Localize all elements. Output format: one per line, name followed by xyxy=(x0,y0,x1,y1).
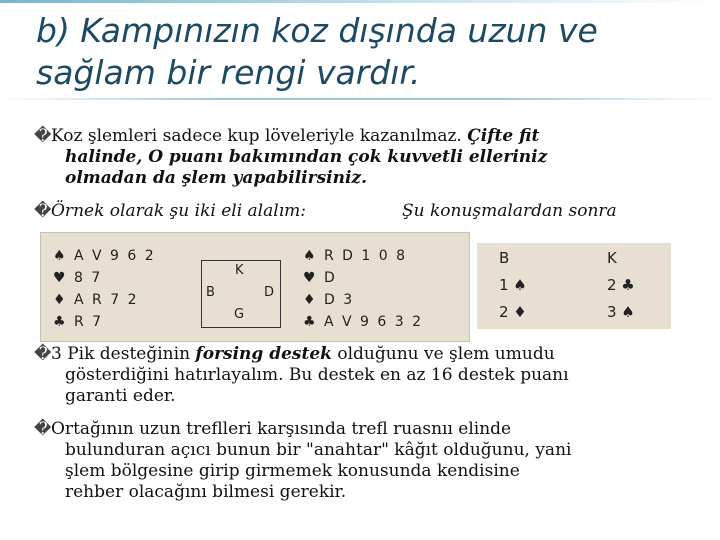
bidding-table-figure xyxy=(477,243,671,329)
p2-left-text: Örnek olarak şu iki eli alalım: xyxy=(51,201,306,221)
east-hearts: ♥ D xyxy=(303,270,337,286)
bid-cell: 2 ♣ xyxy=(607,276,635,294)
p1-line3: olmadan da şlem yapabilirsiniz. xyxy=(65,168,367,188)
bidding-row xyxy=(477,303,671,327)
west-hand xyxy=(53,245,156,333)
top-accent-bar xyxy=(0,0,720,3)
bid-cell: 3 ♠ xyxy=(607,303,635,321)
p4-line2: bulunduran açıcı bunun bir "anahtar" kâğıt olduğunu, yani xyxy=(65,440,572,460)
paragraph-koz-slem xyxy=(34,126,684,189)
bid-cell: 2 ♦ xyxy=(499,303,527,321)
bidding-row xyxy=(477,276,671,300)
west-spades: ♠ A V 9 6 2 xyxy=(53,248,156,264)
slide-title: b) Kampınızın koz dışında uzun ve sağlam bir rengi vardır. xyxy=(36,11,598,92)
east-hand xyxy=(303,245,423,333)
west-clubs: ♣ R 7 xyxy=(53,314,104,330)
west-hearts: ♥ 8 7 xyxy=(53,270,103,286)
compass-east: D xyxy=(263,285,274,300)
p3-emphasis: forsing destek xyxy=(195,344,332,364)
p3-rest: olduğunu ve şlem umudu xyxy=(331,344,555,364)
bidding-header-row xyxy=(477,249,671,273)
p3-line3: garanti eder. xyxy=(65,386,176,406)
p2-right-text: Şu konuşmalardan sonra xyxy=(402,201,617,221)
bullet-glyph: � xyxy=(34,126,52,146)
p4-line4: rehber olacağını bilmesi gerekir. xyxy=(65,482,347,502)
paragraph-anahtar-kagit xyxy=(34,419,684,503)
p1-lead: Koz şlemleri sadece kup löveleriyle kazanılmaz. xyxy=(51,126,468,146)
paragraph-example-intro xyxy=(34,201,684,222)
bidding-header-k: K xyxy=(607,249,617,267)
west-diamonds: ♦ A R 7 2 xyxy=(53,292,139,308)
compass-box xyxy=(201,260,281,328)
p3-line2: gösterdiğini hatırlayalım. Bu destek en az 16 destek puanı xyxy=(65,365,569,385)
p1-emphasis: Çifte fit xyxy=(467,126,540,146)
compass-south: G xyxy=(234,307,245,322)
title-divider xyxy=(0,98,720,100)
bid-cell: 1 ♠ xyxy=(499,276,527,294)
east-diamonds: ♦ D 3 xyxy=(303,292,355,308)
p4-line1: Ortağının uzun treflleri karşısında trefl ruasnıı elinde xyxy=(51,419,512,439)
bridge-deal-figure xyxy=(40,232,470,342)
bullet-glyph: � xyxy=(34,419,52,439)
east-clubs: ♣ A V 9 6 3 2 xyxy=(303,314,424,330)
compass-north: K xyxy=(235,263,244,278)
east-spades: ♠ R D 1 0 8 xyxy=(303,248,408,264)
p4-line3: şlem bölgesine girip girmemek konusunda kendisine xyxy=(65,461,520,481)
compass-west: B xyxy=(206,285,215,300)
bullet-glyph: � xyxy=(34,201,52,221)
bullet-glyph: � xyxy=(34,344,52,364)
p1-line2: halinde, O puanı bakımından çok kuvvetli elleriniz xyxy=(65,147,548,167)
p3-lead: 3 Pik desteğinin xyxy=(51,344,196,364)
bidding-header-b: B xyxy=(499,249,510,267)
paragraph-forsing-destek xyxy=(34,344,684,407)
